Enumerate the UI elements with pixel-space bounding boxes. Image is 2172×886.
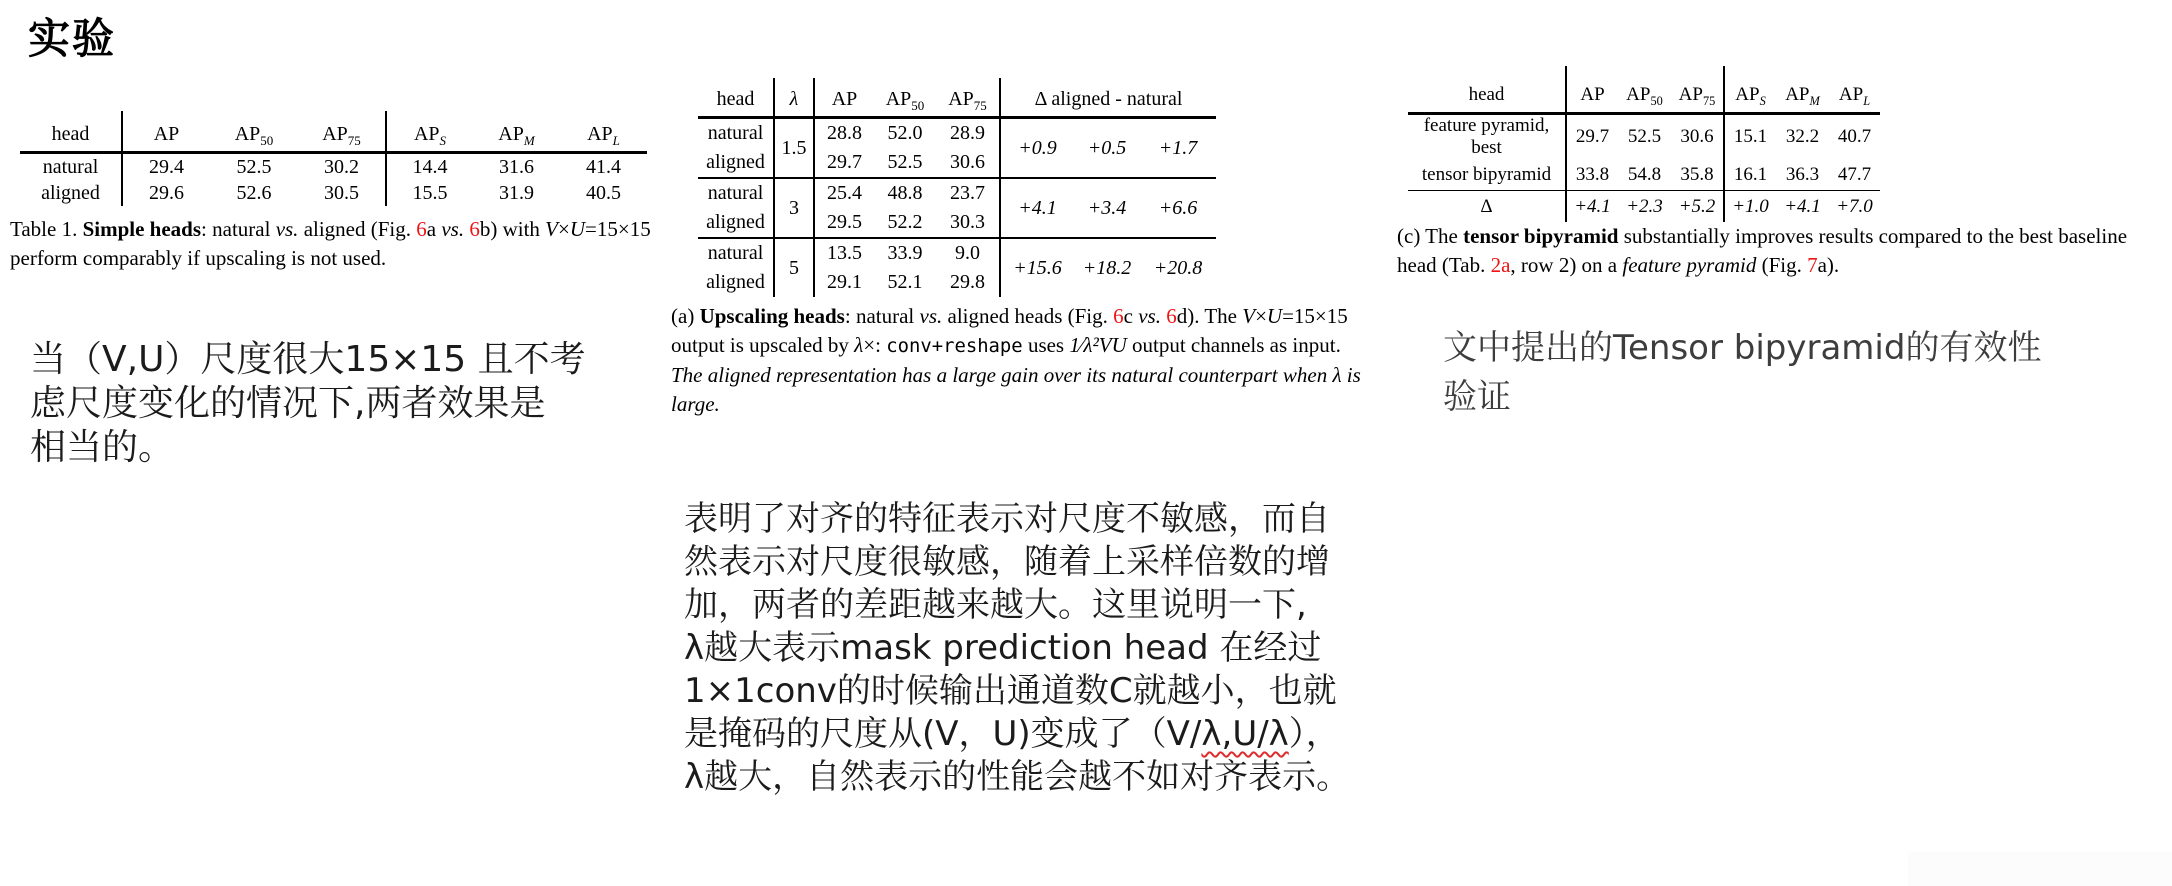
row-label: natural (698, 238, 774, 268)
cell: 36.3 (1785, 163, 1820, 185)
cell: 52.5 (887, 151, 923, 173)
cell: 52.5 (236, 155, 272, 178)
delta-cell: +5.2 (1671, 191, 1724, 223)
col-header-ap: AP (1566, 66, 1618, 114)
table-row-tensor-bipyramid (1408, 159, 1880, 191)
cell: 52.0 (887, 122, 923, 144)
cell: 52.5 (1627, 126, 1662, 147)
lambda-value: 3 (774, 178, 814, 238)
cell: 15.1 (1724, 114, 1776, 160)
table-row-natural (698, 118, 1216, 149)
cell: 47.7 (1837, 163, 1872, 185)
delta-cell: +18.2 (1074, 238, 1140, 297)
cell: 32.2 (1785, 126, 1820, 147)
table-row-natural (20, 153, 647, 181)
cell: 29.7 (1566, 114, 1618, 160)
delta-cell: +6.6 (1140, 178, 1216, 238)
cell: 29.8 (950, 271, 985, 293)
delta-cell: +3.4 (1074, 178, 1140, 238)
note-middle-upscaling (684, 498, 1350, 799)
delta-cell: +1.7 (1158, 136, 1198, 159)
table-row-aligned (20, 180, 647, 206)
cell: 31.9 (499, 181, 534, 204)
col-header-head: head (698, 78, 774, 118)
cell: 31.6 (499, 155, 534, 178)
cell: 48.8 (874, 178, 936, 208)
cell: 13.5 (814, 238, 874, 268)
delta-cell: +2.3 (1618, 191, 1671, 223)
note-line: 虑尺度变化的情况下,两者效果是 (30, 383, 546, 424)
row-label: Δ (1408, 191, 1566, 223)
cell: 9.0 (936, 238, 1000, 268)
col-header-aps: $AP_S$ (1724, 66, 1776, 114)
cell: 29.1 (814, 268, 874, 297)
col-header-apm: $AP_M$ (1776, 66, 1829, 114)
note-left-simple-heads (30, 338, 586, 470)
col-header-ap50: $AP_{50}$ (874, 78, 936, 118)
cell: 23.7 (936, 178, 1000, 208)
col-header-head: head (20, 111, 122, 153)
col-header-apl: $AP_L$ (560, 111, 647, 153)
col-header-ap75: $AP_{75}$ (936, 78, 1000, 118)
delta-cell: +0.9 (1000, 118, 1074, 179)
delta-cell: +1.0 (1724, 191, 1776, 223)
cell: 29.4 (122, 153, 210, 181)
cell: 15.5 (386, 180, 473, 206)
cell: 41.4 (586, 155, 621, 178)
delta-cell: +20.8 (1140, 238, 1216, 297)
note-line: 然表示对尺度很敏感，随着上采样倍数的增 (684, 542, 1330, 582)
cell: 14.4 (386, 153, 473, 181)
caption-bipyramid: (c) The tensor bipyramid substantially improves results compared to the best baseline head (Tab. 2a, row 2) on a feature pyramid (Fig. 7a). (1397, 224, 2128, 277)
page-title: 实验 (28, 14, 117, 63)
cell: 40.5 (586, 181, 621, 204)
cell: 52.2 (887, 211, 923, 233)
note-line: 1×1conv的时候输出通道数C就越小，也就 (684, 671, 1337, 711)
delta-cell: +4.1 (1000, 178, 1074, 238)
table-upscaling-heads (698, 78, 1216, 297)
col-header-ap50: $AP_{50}$ (210, 111, 298, 153)
cell: 52.6 (236, 181, 272, 204)
col-header-head: head (1408, 66, 1566, 114)
delta-cell: +15.6 (1000, 238, 1074, 297)
row-label: natural (698, 178, 774, 208)
cell: 35.8 (1680, 163, 1714, 185)
col-header-apl: $AP_L$ (1829, 66, 1880, 114)
cell: 29.6 (122, 180, 210, 206)
cell: 29.7 (814, 148, 874, 178)
cell: 30.5 (324, 181, 359, 204)
row-label: aligned (706, 211, 765, 233)
note-line: 相当的。 (30, 427, 175, 468)
note-line: 表明了对齐的特征表示对尺度不敏感，而自 (684, 499, 1330, 539)
table-tensor-bipyramid (1408, 66, 1880, 222)
note-line: 验证 (1443, 377, 1511, 417)
lambda-value: 1.5 (774, 118, 814, 179)
note-line: λ越大，自然表示的性能会越不如对齐表示。 (684, 757, 1351, 797)
delta-cell: +4.1 (1776, 191, 1829, 223)
cell: 30.6 (950, 151, 985, 173)
row-label: aligned (41, 181, 100, 204)
lambda-value: 5 (774, 238, 814, 297)
cell: 40.7 (1837, 126, 1872, 147)
cell: 30.6 (1680, 126, 1714, 147)
cell: 30.2 (324, 155, 359, 178)
cell: 25.4 (814, 178, 874, 208)
delta-cell: +7.0 (1829, 191, 1880, 223)
note-right-bipyramid (1443, 324, 2041, 422)
row-label: tensor bipyramid (1421, 163, 1552, 185)
col-header-ap75: $AP_{75}$ (1671, 66, 1724, 114)
col-header-lambda: λ (774, 78, 814, 118)
row-label: natural (42, 155, 99, 178)
table-row-feature-pyramid (1408, 114, 1880, 160)
table-header-row (698, 78, 1216, 118)
caption-table1: Table 1. Simple heads: natural vs. aligned (Fig. 6a vs. 6b) with V×U=15×15 perform comparably if upscaling is not used. (10, 217, 651, 270)
cell: 28.8 (814, 118, 874, 149)
row-label: aligned (706, 271, 765, 293)
col-header-delta: Δ aligned - natural (1000, 78, 1216, 118)
table-header-row (20, 111, 647, 153)
cell: 30.3 (950, 211, 985, 233)
note-line: λ越大表示mask prediction head 在经过 (684, 628, 1322, 668)
cell: 33.8 (1566, 159, 1618, 191)
col-header-apm: $AP_M$ (473, 111, 560, 153)
note-line: 加，两者的差距越来越大。这里说明一下, (684, 585, 1307, 625)
col-header-aps: $AP_S$ (386, 111, 473, 153)
col-header-ap: AP (814, 78, 874, 118)
col-header-ap75: $AP_{75}$ (298, 111, 386, 153)
watermark-box (1908, 852, 2172, 886)
row-label: natural (707, 122, 764, 144)
table-row-natural (698, 238, 1216, 268)
note-line: 当（V,U）尺度很大15×15 且不考 (30, 339, 586, 380)
row-label: aligned (706, 151, 765, 173)
table-row-delta (1408, 191, 1880, 223)
table-row-natural (698, 178, 1216, 208)
note-line: 文中提出的Tensor bipyramid的有效性 (1443, 328, 2042, 368)
delta-cell: +0.5 (1087, 136, 1127, 159)
cell: 54.8 (1627, 163, 1662, 185)
cell: 29.5 (814, 208, 874, 238)
note-line: 是掩码的尺度从(V，U)变成了（V/λ,U/λ）， (684, 714, 1340, 754)
cell: 28.9 (950, 122, 985, 144)
caption-upscaling: (a) Upscaling heads: natural vs. aligned heads (Fig. 6c vs. 6d). The V×U=15×15 output is upscaled by λ×: conv+reshape uses 1⁄λ²VU output channels as input. The aligned representation has a large gain over its natural counterpart when λ is large. (671, 304, 1361, 416)
col-header-ap: AP (122, 111, 210, 153)
row-label: feature pyramid, best (1423, 115, 1550, 158)
delta-cell: +4.1 (1566, 191, 1618, 223)
table-simple-heads (20, 111, 647, 206)
cell: 16.1 (1724, 159, 1776, 191)
table-header-row (1408, 66, 1880, 114)
cell: 33.9 (874, 238, 936, 268)
col-header-ap50: $AP_{50}$ (1618, 66, 1671, 114)
cell: 52.1 (887, 271, 923, 293)
